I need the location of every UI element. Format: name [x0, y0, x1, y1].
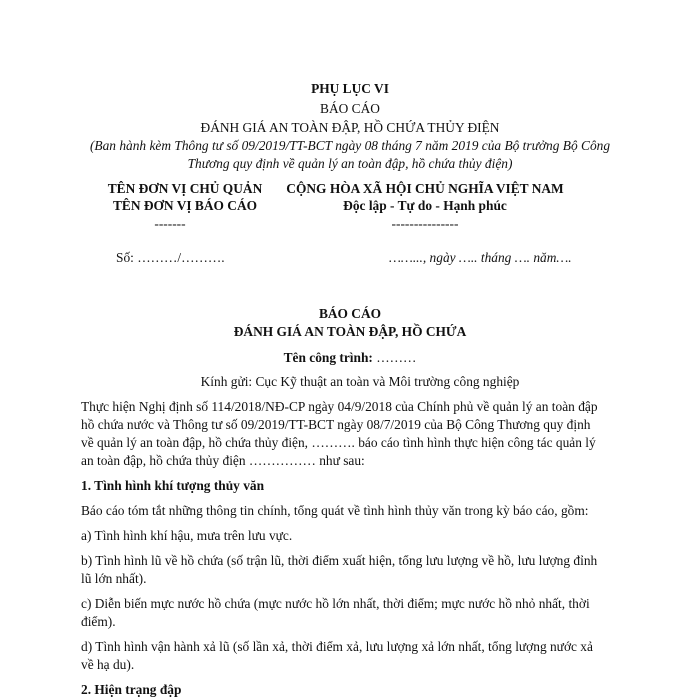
recipient: Kính gửi: Cục Kỹ thuật an toàn và Môi trường công nghiệp — [200, 374, 520, 389]
intro-line-1: Thực hiện Nghị định số 114/2018/NĐ-CP ngày 04/9/2018 của Chính phủ về quản lý an toàn đập — [81, 399, 598, 414]
project-name-line — [0, 349, 700, 366]
section-2-title: 2. Hiện trạng đập — [81, 682, 182, 697]
national-motto: Độc lập - Tự do - Hạnh phúc — [343, 198, 507, 213]
appendix-heading: ĐÁNH GIÁ AN TOÀN ĐẬP, HỒ CHỨA THỦY ĐIỆN — [200, 120, 500, 135]
section-1-item-b-line2: lũ lớn nhất). — [81, 571, 147, 586]
appendix-note-line1: (Ban hành kèm Thông tư số 09/2019/TT-BCT ngày 08 tháng 7 năm 2019 của Bộ trưởng Bộ Công — [89, 138, 611, 153]
appendix-subtitle: BÁO CÁO — [320, 101, 380, 116]
right-divider: --------------- — [391, 216, 459, 231]
section-1-summary: Báo cáo tóm tắt những thông tin chính, tổng quát về tình hình thủy văn trong kỳ báo cáo, gồm: — [81, 503, 589, 518]
reporting-unit-name: TÊN ĐƠN VỊ BÁO CÁO — [112, 198, 258, 213]
section-1-item-c-line2: điểm). — [81, 614, 116, 629]
appendix-title: PHỤ LỤC VI — [311, 81, 389, 96]
intro-line-3: về quản lý an toàn đập, hồ chứa thủy điện, ………. báo cáo tình hình thực hiện công tác quản lý — [81, 435, 596, 450]
report-title: BÁO CÁO — [318, 306, 382, 321]
section-1-item-d-line2: về hạ du). — [81, 657, 135, 672]
appendix-note-line2: Thương quy định về quản lý an toàn đập, hồ chứa thủy điện) — [187, 156, 513, 171]
section-1-item-c-line1: c) Diễn biến mực nước hồ chứa (mực nước hồ lớn nhất, thời điểm; mực nước hồ nhỏ nhất, thời — [81, 596, 590, 611]
project-name-label: Tên công trình: — [283, 350, 373, 365]
document-date: ……..., ngày ….. tháng …. năm…. — [389, 250, 572, 265]
document-number: Số: ………/………. — [116, 250, 225, 265]
section-1-item-b-line1: b) Tình hình lũ về hồ chứa (số trận lũ, thời điểm xuất hiện, tổng lưu lượng về hồ, lưu lượng đỉnh — [81, 553, 598, 568]
section-1-item-d-line1: d) Tình hình vận hành xả lũ (số lần xả, thời điểm xả, lưu lượng xả lớn nhất, tổng lượng nước xả — [81, 639, 593, 654]
intro-line-4: an toàn đập, hồ chứa thủy điện …………… như sau: — [81, 453, 365, 468]
left-divider: ------- — [154, 216, 186, 231]
section-1-item-a: a) Tình hình khí hậu, mưa trên lưu vực. — [81, 528, 293, 543]
parent-unit-name: TÊN ĐƠN VỊ CHỦ QUẢN — [107, 181, 263, 196]
report-heading: ĐÁNH GIÁ AN TOÀN ĐẬP, HỒ CHỨA — [233, 324, 467, 339]
project-name-value: ……… — [372, 350, 417, 365]
national-title: CỘNG HÒA XÃ HỘI CHỦ NGHĨA VIỆT NAM — [286, 181, 564, 196]
intro-line-2: hồ chứa nước và Thông tư số 09/2019/TT-BCT ngày 08/7/2019 của Bộ Công Thương quy định — [81, 417, 591, 432]
section-1-title: 1. Tình hình khí tượng thủy văn — [81, 478, 265, 493]
